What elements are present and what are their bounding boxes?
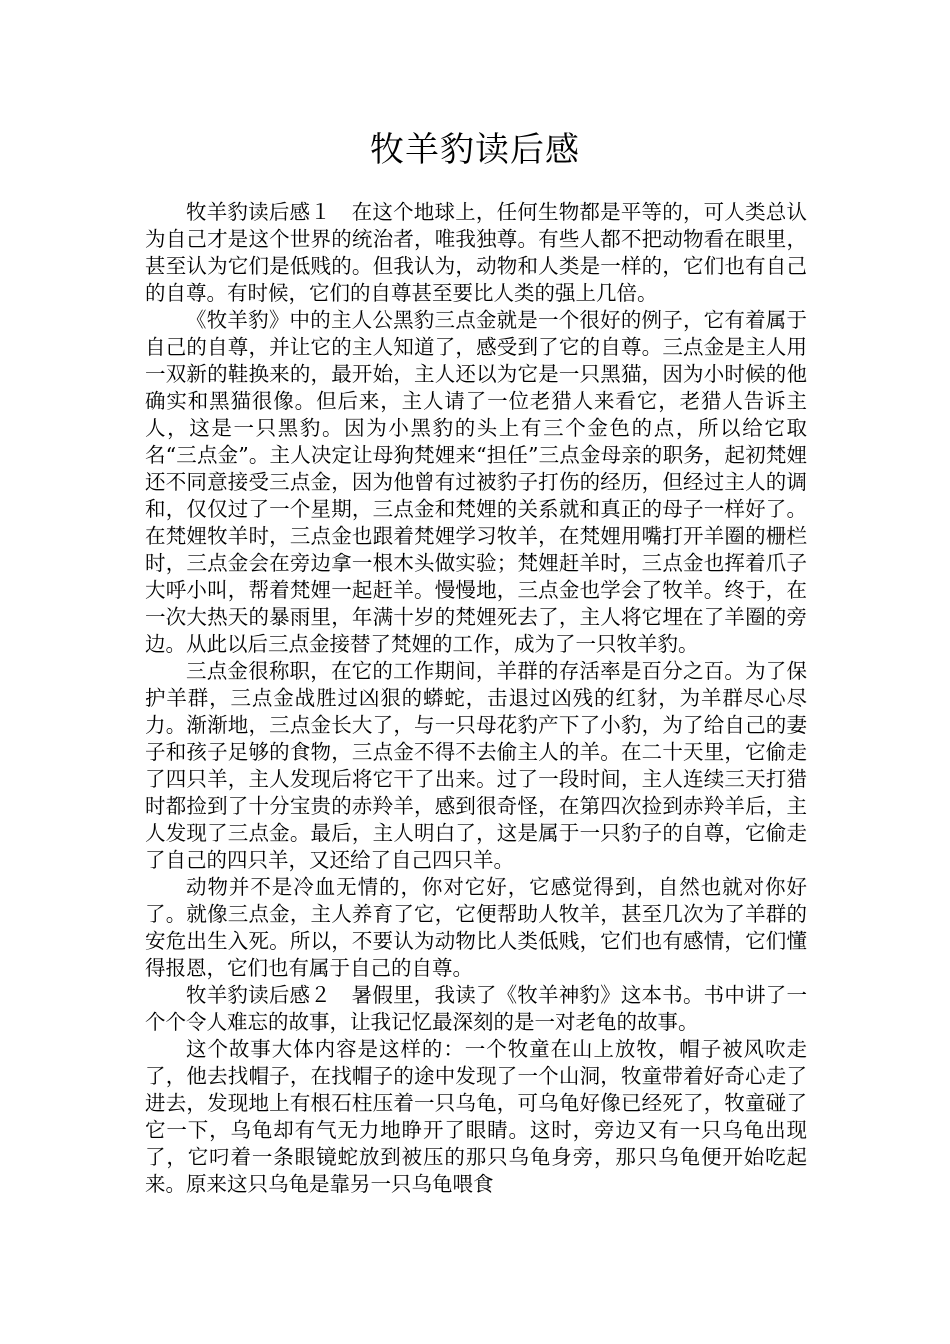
paragraph-1: 牧羊豹读后感１ 在这个地球上，任何生物都是平等的，可人类总认为自己才是这个世界的统治者，唯我独尊。有些人都不把动物看在眼里，甚至认为它们是低贱的。但我认为，动物和人类是一样的，它们也有自己的自尊。有时候，它们的自尊甚至要比人类的强上几倍。 [145,200,807,305]
document-body [145,199,807,1198]
document-title: 牧羊豹读后感 [370,130,580,170]
paragraph-4: 动物并不是冷血无情的，你对它好，它感觉得到，自然也就对你好了。就像三点金，主人养育了它，它便帮助人牧羊，甚至几次为了羊群的安危出生入死。所以，不要认为动物比人类低贱，它们也有感情，它们懂得报恩，它们也有属于自己的自尊。 [145,875,807,980]
paragraph-5: 牧羊豹读后感２ 暑假里，我读了《牧羊神豹》这本书。书中讲了一个个令人难忘的故事，让我记忆最深刻的是一对老龟的故事。 [145,983,807,1034]
paragraph-3: 三点金很称职，在它的工作期间，羊群的存活率是百分之百。为了保护羊群，三点金战胜过凶狠的蟒蛇，击退过凶残的红豺，为羊群尽心尽力。渐渐地，三点金长大了，与一只母花豹产下了小豹，为了给自己的妻子和孩子足够的食物，三点金不得不去偷主人的羊。在二十天里，它偷走了四只羊，主人发现后将它干了出来。过了一段时间，主人连续三天打猎时都捡到了十分宝贵的赤羚羊，感到很奇怪，在第四次捡到赤羚羊后，主人发现了三点金。最后，主人明白了，这是属于一只豹子的自尊，它偷走了自己的四只羊，又还给了自己四只羊。 [145,659,807,872]
paragraph-2: 《牧羊豹》中的主人公黑豹三点金就是一个很好的例子，它有着属于自己的自尊，并让它的主人知道了，感受到了它的自尊。三点金是主人用一双新的鞋换来的，最开始，主人还以为它是一只黑猫，因为小时候的他确实和黑猫很像。但后来，主人请了一位老猎人来看它，老猎人告诉主人，这是一只黑豹。因为小黑豹的头上有三个金色的点，所以给它取名“三点金”。主人决定让母狗梵娌来“担任”三点金母亲的职务，起初梵娌还不同意接受三点金，因为他曾有过被豹子打伤的经历，但经过主人的调和，仅仅过了一个星期，三点金和梵娌的关系就和真正的母子一样好了。在梵娌牧羊时，三点金也跟着梵娌学习牧羊，在梵娌用嘴打开羊圈的栅栏时，三点金会在旁边拿一根木头做实验；梵娌赶羊时，三点金也挥着爪子大呼小叫，帮着梵娌一起赶羊。慢慢地，三点金也学会了牧羊。终于，在一次大热天的暴雨里，年满十岁的梵娌死去了，主人将它埋在了羊圈的旁边。从此以后三点金接替了梵娌的工作，成为了一只牧羊豹。 [145,308,807,656]
paragraph-6: 这个故事大体内容是这样的：一个牧童在山上放牧，帽子被风吹走了，他去找帽子，在找帽子的途中发现了一个山洞，牧童带着好奇心走了进去，发现地上有根石柱压着一只乌龟，可乌龟好像已经死了，牧童碰了它一下，乌龟却有气无力地睁开了眼睛。这时，旁边又有一只乌龟出现了，它叼着一条眼镜蛇放到被压的那只乌龟身旁，那只乌龟便开始吃起来。原来这只乌龟是靠另一只乌龟喂食 [145,1037,807,1196]
